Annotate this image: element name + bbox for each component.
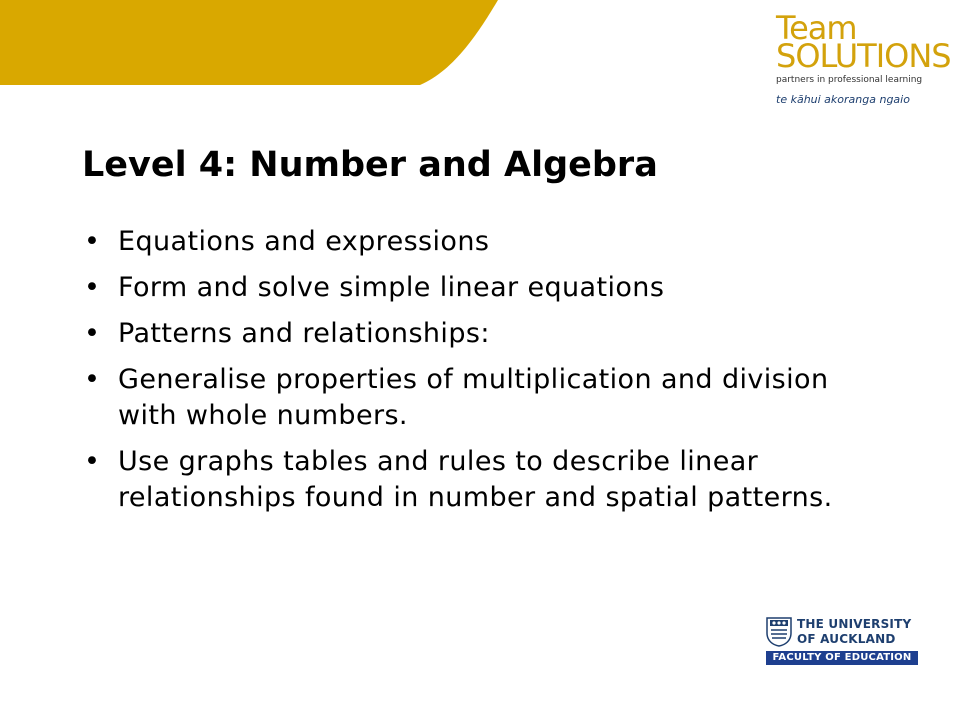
bullet-dot: •: [84, 272, 101, 303]
university-of-auckland-logo: [766, 617, 920, 665]
bullet-list: [82, 224, 882, 526]
team-solutions-logo-word-solutions: SOLUTIONS: [776, 37, 951, 75]
bullet-item: [82, 316, 882, 352]
bullet-dot: •: [84, 318, 101, 349]
bullet-text: Form and solve simple linear equations: [118, 272, 665, 303]
university-name-line-2: OF AUCKLAND: [797, 632, 896, 646]
bullet-item: [82, 362, 882, 434]
team-solutions-maori-tagline: te kāhui akoranga ngaio: [776, 93, 910, 106]
bullet-dot: •: [84, 446, 101, 477]
university-crest-icon: [766, 617, 792, 647]
bullet-dot: •: [84, 364, 101, 395]
bullet-text: Equations and expressions: [118, 226, 490, 257]
bullet-item: [82, 270, 882, 306]
team-solutions-tagline: partners in professional learning: [776, 75, 923, 85]
bullet-dot: •: [84, 226, 101, 257]
team-solutions-logo-word-team: Team: [776, 9, 857, 47]
university-name-line-1: THE UNIVERSITY: [797, 617, 912, 631]
team-solutions-logo: [764, 9, 951, 110]
faculty-of-education-banner: FACULTY OF EDUCATION: [766, 651, 918, 665]
bullet-text: Use graphs tables and rules to describe linear relationships found in number and spatial patterns.: [118, 446, 833, 513]
slide-title: Level 4: Number and Algebra: [82, 145, 658, 185]
bullet-item: [82, 444, 882, 516]
bullet-text: Patterns and relationships:: [118, 318, 490, 349]
yellow-header-swoosh: [0, 0, 500, 90]
bullet-item: [82, 224, 882, 260]
bullet-text: Generalise properties of multiplication and division with whole numbers.: [118, 364, 829, 431]
